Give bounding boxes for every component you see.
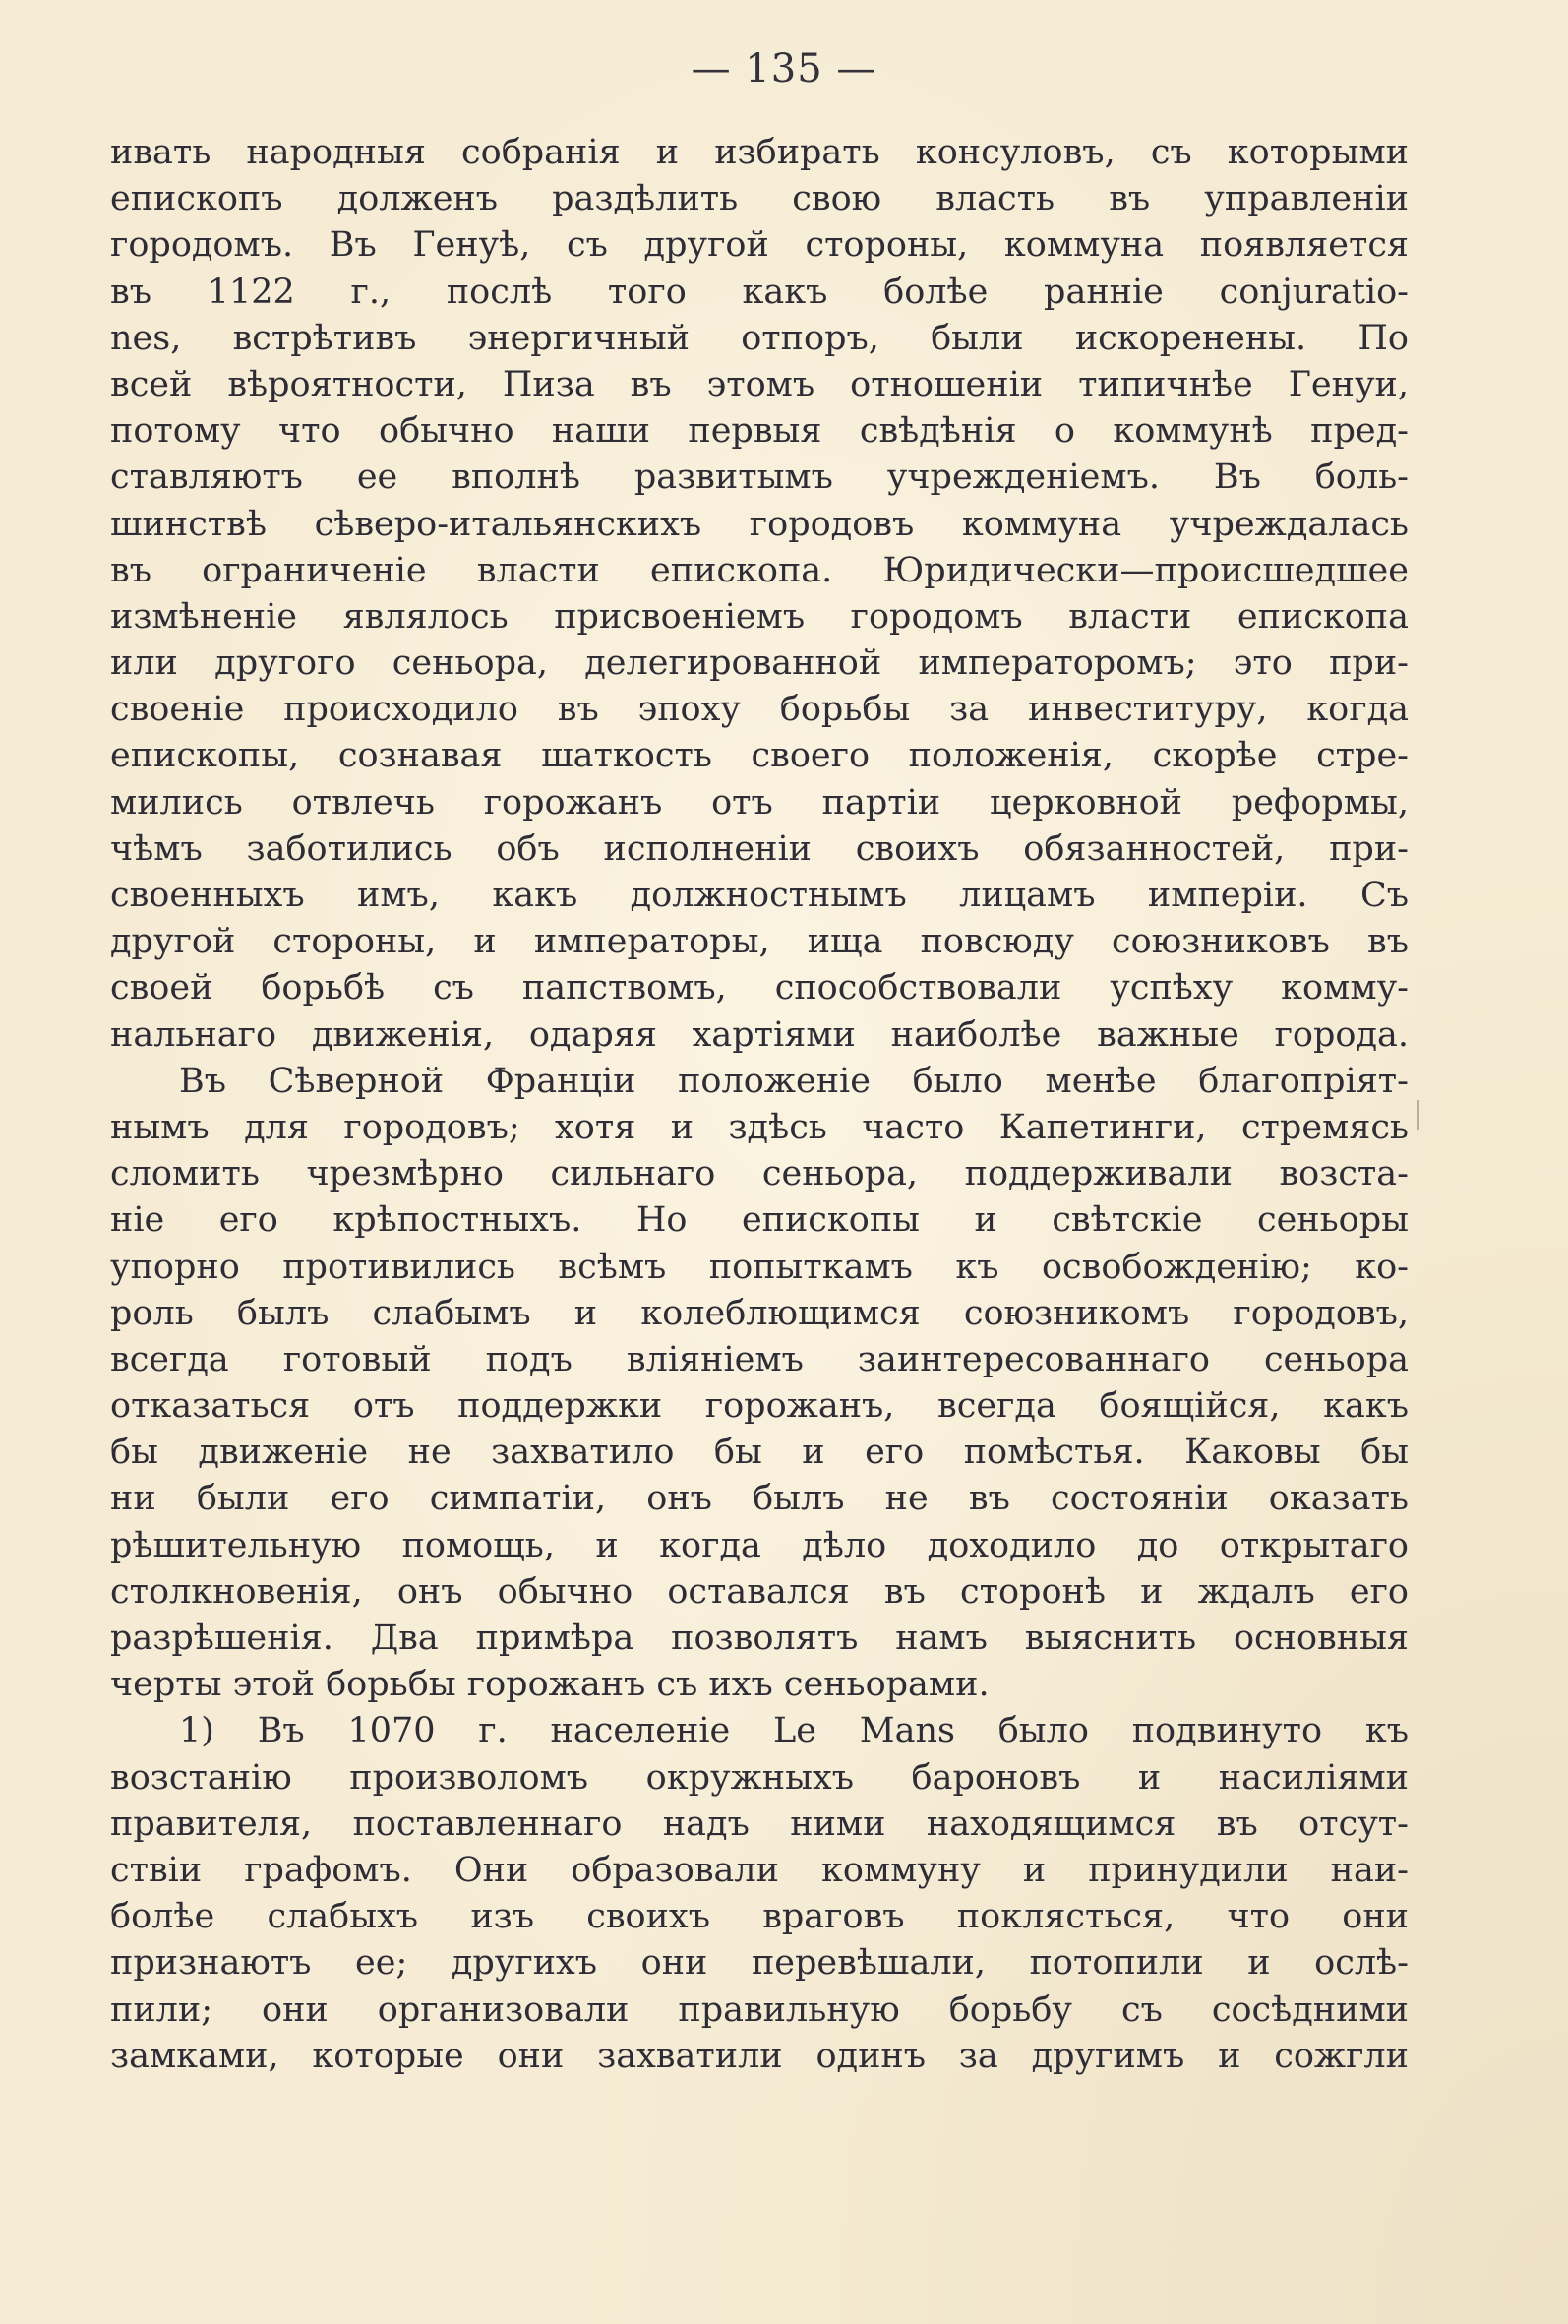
text-line: всегда готовый подъ вліяніемъ заинтересованнаго сеньора: [110, 1339, 1409, 1379]
text-line: ставляютъ ее вполнѣ развитымъ учрежденіемъ. Въ боль-: [110, 458, 1409, 498]
text-line: nes, встрѣтивъ энергичный отпоръ, были искоренены. По: [110, 318, 1409, 358]
text-line: отказаться отъ поддержки горожанъ, всегда боящійся, какъ: [110, 1386, 1409, 1427]
text-line: городомъ. Въ Генуѣ, съ другой стороны, коммуна появляется: [110, 225, 1409, 266]
text-line: ствіи графомъ. Они образовали коммуну и принудили наи-: [110, 1850, 1409, 1890]
text-line: нымъ для городовъ; хотя и здѣсь часто Капетинги, стремясь: [110, 1107, 1409, 1147]
text-line: или другого сеньора, делегированной императоромъ; это при-: [110, 643, 1409, 684]
text-line: роль былъ слабымъ и колеблющимся союзникомъ городовъ,: [110, 1293, 1409, 1333]
page-number: — 135 —: [691, 46, 877, 92]
margin-pencil-mark: [1417, 1100, 1419, 1130]
text-line: своеніе происходило въ эпоху борьбы за инвеституру, когда: [110, 690, 1409, 730]
text-line: разрѣшенія. Два примѣра позволятъ намъ выяснить основныя: [110, 1619, 1409, 1658]
text-line: потому что обычно наши первыя свѣдѣнія о коммунѣ пред-: [110, 411, 1409, 452]
text-line: признаютъ ее; другихъ они перевѣшали, потопили и ослѣ-: [110, 1943, 1409, 1984]
paragraph-end-line: черты этой борьбы горожанъ съ ихъ сеньорами.: [110, 1665, 990, 1705]
text-line: измѣненіе являлось присвоеніемъ городомъ власти епископа: [110, 596, 1409, 637]
text-line: рѣшительную помощь, и когда дѣло доходило до открытаго: [110, 1525, 1409, 1565]
text-line: болѣе слабыхъ изъ своихъ враговъ поклясться, что они: [110, 1897, 1409, 1937]
text-line: правителя, поставленнаго надъ ними находящимся въ отсут-: [110, 1804, 1409, 1844]
text-line: столкновенія, онъ обычно оставался въ сторонѣ и ждалъ его: [110, 1571, 1409, 1612]
text-line: сломить чрезмѣрно сильнаго сеньора, поддерживали возста-: [110, 1154, 1409, 1194]
text-line: возстанію произволомъ окружныхъ бароновъ и насиліями: [110, 1757, 1409, 1798]
text-line: чѣмъ заботились объ исполненіи своихъ обязанностей, при-: [110, 828, 1409, 869]
text-line: ивать народныя собранія и избирать консуловъ, съ которыми: [110, 133, 1409, 172]
text-line: епископы, сознавая шаткость своего положенія, скорѣе стре-: [110, 736, 1409, 776]
text-line: въ ограниченіе власти епископа. Юридически—происшедшее: [110, 550, 1409, 590]
text-line: епископъ долженъ раздѣлить свою власть въ управленіи: [110, 179, 1409, 219]
text-line: всей вѣроятности, Пиза въ этомъ отношеніи типичнѣе Генуи,: [110, 364, 1409, 404]
text-line: своенныхъ имъ, какъ должностнымъ лицамъ имперіи. Съ: [110, 876, 1409, 915]
paragraph-start-line: Въ Сѣверной Франціи положеніе было менѣе благопріят-: [179, 1061, 1409, 1101]
text-line: своей борьбѣ съ папствомъ, способствовали успѣху комму-: [110, 968, 1409, 1009]
text-line: ніе его крѣпостныхъ. Но епископы и свѣтскіе сеньоры: [110, 1200, 1409, 1241]
paragraph-start-line: 1) Въ 1070 г. населеніе Le Mans было подвинуто къ: [179, 1711, 1409, 1751]
text-line: другой стороны, и императоры, ища повсюду союзниковъ въ: [110, 922, 1409, 962]
text-line: въ 1122 г., послѣ того какъ болѣе ранніе conjuratio-: [110, 272, 1409, 312]
text-line: нальнаго движенія, одаряя хартіями наиболѣе важные города.: [110, 1014, 1409, 1055]
text-line: шинствѣ сѣверо-итальянскихъ городовъ коммуна учреждалась: [110, 504, 1409, 544]
body-text: [110, 130, 1409, 2080]
text-line: мились отвлечь горожанъ отъ партіи церковной реформы,: [110, 782, 1409, 823]
text-line: замками, которые они захватили одинъ за другимъ и сожгли: [110, 2036, 1409, 2076]
text-line: пили; они организовали правильную борьбу съ сосѣдними: [110, 1989, 1409, 2030]
text-line: бы движеніе не захватило бы и его помѣстья. Каковы бы: [110, 1433, 1409, 1473]
text-line: ни были его симпатіи, онъ былъ не въ состояніи оказать: [110, 1479, 1409, 1519]
text-line: упорно противились всѣмъ попыткамъ къ освобожденію; ко-: [110, 1247, 1409, 1287]
